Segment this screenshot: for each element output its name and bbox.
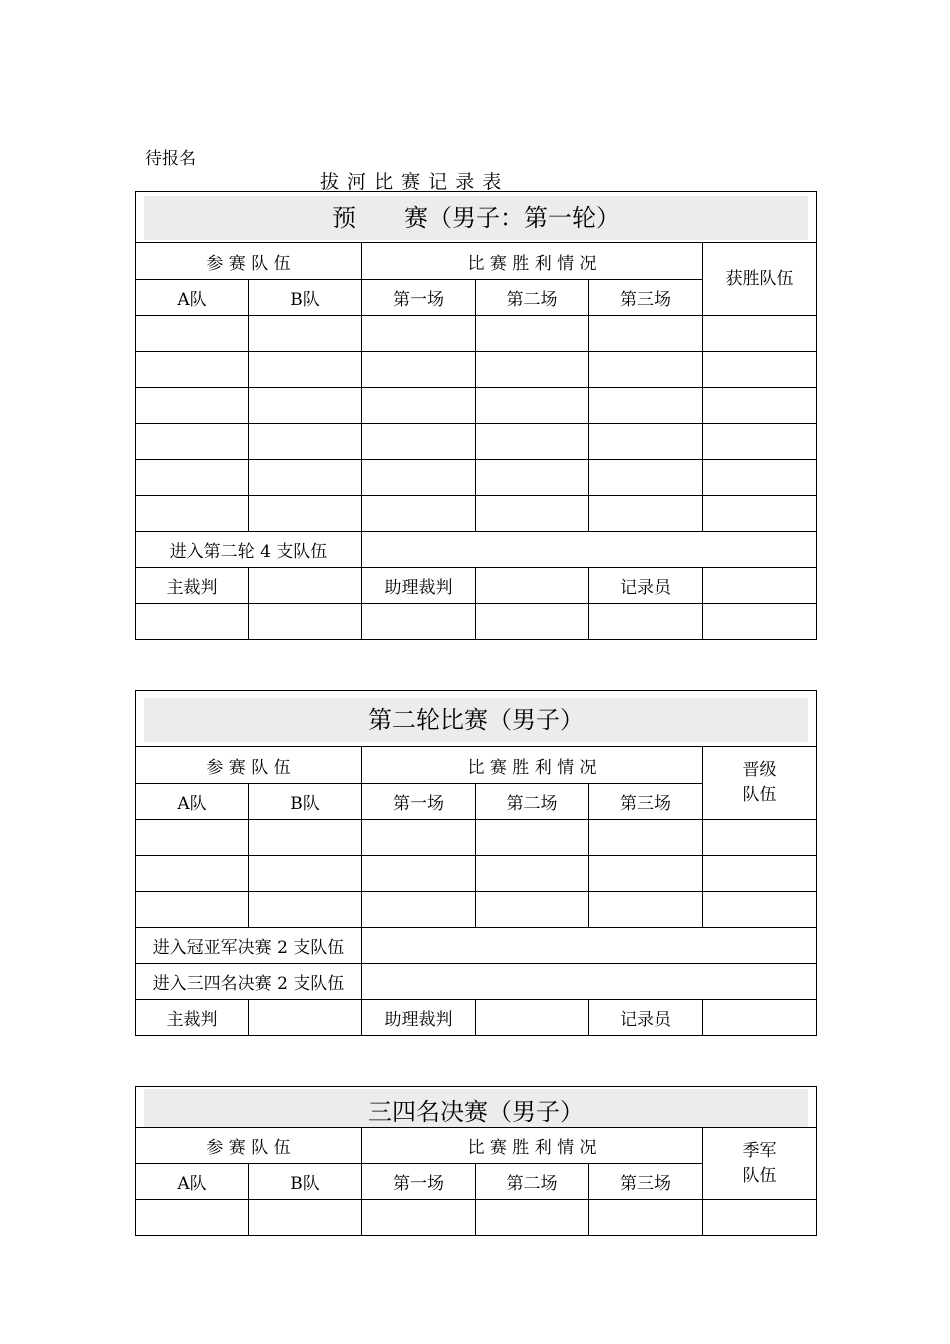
cell[interactable] [136,820,249,856]
cell[interactable] [362,460,476,496]
cell[interactable] [476,424,589,460]
table-row [136,496,817,532]
game3-header: 第三场 [589,1164,703,1200]
table-row [136,604,817,640]
cell[interactable] [476,460,589,496]
cell[interactable] [703,496,817,532]
cell[interactable] [362,496,476,532]
cell[interactable] [589,352,703,388]
team-b-header: B队 [249,280,362,316]
document-title: 拔 河 比 赛 记 录 表 [320,171,503,193]
game2-header: 第二场 [476,280,589,316]
cell[interactable] [589,496,703,532]
table-row [136,460,817,496]
cell[interactable] [249,604,362,640]
recorder-value[interactable] [703,1000,817,1036]
winner-header-line2: 队伍 [742,1165,777,1186]
cell[interactable] [362,424,476,460]
cell[interactable] [136,352,249,388]
table-row [136,352,817,388]
cell[interactable] [589,856,703,892]
cell[interactable] [476,352,589,388]
cell[interactable] [589,1200,703,1236]
cell[interactable] [362,352,476,388]
cell[interactable] [249,892,362,928]
recorder-value[interactable] [703,568,817,604]
chief-referee-value[interactable] [249,568,362,604]
final-label: 进入冠亚军决赛 2 支队伍 [136,928,362,964]
game3-header: 第三场 [589,280,703,316]
cell[interactable] [362,892,476,928]
cell[interactable] [703,604,817,640]
cell[interactable] [589,604,703,640]
winner-header-line1: 晋级 [742,760,777,780]
third-place-value[interactable] [362,964,817,1000]
table-header [136,1087,817,1128]
game2-header: 第二场 [476,784,589,820]
table-row [136,424,817,460]
cell[interactable] [362,820,476,856]
table-row [136,388,817,424]
cell[interactable] [476,496,589,532]
cell[interactable] [703,388,817,424]
cell[interactable] [703,352,817,388]
cell[interactable] [476,856,589,892]
assistant-referee-value[interactable] [476,1000,589,1036]
cell[interactable] [703,424,817,460]
table-row [136,856,817,892]
cell[interactable] [249,460,362,496]
team-a-header: A队 [136,784,249,820]
third-place-table [135,1086,817,1236]
team-b-header: B队 [249,784,362,820]
cell[interactable] [589,460,703,496]
cell[interactable] [136,856,249,892]
cell[interactable] [249,352,362,388]
table-title: 预 赛（男子：第一轮） [144,196,808,240]
cell[interactable] [589,820,703,856]
cell[interactable] [476,388,589,424]
results-group-header: 比 赛 胜 利 情 况 [362,1128,703,1164]
table-row [136,892,817,928]
chief-referee-value[interactable] [249,1000,362,1036]
assistant-referee-label: 助理裁判 [362,568,476,604]
cell[interactable] [249,496,362,532]
cell[interactable] [362,856,476,892]
cell[interactable] [362,316,476,352]
cell[interactable] [476,604,589,640]
cell[interactable] [703,892,817,928]
teams-group-header: 参 赛 队 伍 [136,1128,362,1164]
winner-header [703,747,817,820]
table-title: 三四名决赛（男子） [144,1089,808,1127]
cell[interactable] [589,892,703,928]
advance-label: 进入第二轮 4 支队伍 [136,532,362,568]
cell[interactable] [136,892,249,928]
cell[interactable] [589,424,703,460]
game3-header: 第三场 [589,784,703,820]
preliminary-table [135,191,817,640]
game1-header: 第一场 [362,1164,476,1200]
table-row [136,316,817,352]
table-row [136,1200,817,1236]
cell[interactable] [589,388,703,424]
game1-header: 第一场 [362,784,476,820]
team-a-header: A队 [136,280,249,316]
cell[interactable] [249,820,362,856]
table-header [136,192,817,243]
cell[interactable] [703,856,817,892]
cell[interactable] [362,1200,476,1236]
cell[interactable] [703,460,817,496]
game1-header: 第一场 [362,280,476,316]
cell[interactable] [476,316,589,352]
recorder-label: 记录员 [589,568,703,604]
cell[interactable] [136,388,249,424]
teams-group-header: 参 赛 队 伍 [136,747,362,784]
table-header [136,691,817,747]
assistant-referee-value[interactable] [476,568,589,604]
winner-header-line2: 队伍 [742,785,777,805]
team-a-header: A队 [136,1164,249,1200]
game2-header: 第二场 [476,1164,589,1200]
cell[interactable] [249,424,362,460]
cell[interactable] [362,388,476,424]
cell[interactable] [249,1200,362,1236]
cell[interactable] [476,820,589,856]
chief-referee-label: 主裁判 [136,568,249,604]
cell[interactable] [476,892,589,928]
winner-header [703,1128,817,1200]
results-group-header: 比 赛 胜 利 情 况 [362,243,703,280]
assistant-referee-label: 助理裁判 [362,1000,476,1036]
third-place-label: 进入三四名决赛 2 支队伍 [136,964,362,1000]
table-title: 第二轮比赛（男子） [144,698,808,742]
team-b-header: B队 [249,1164,362,1200]
teams-group-header: 参 赛 队 伍 [136,243,362,280]
cell[interactable] [703,316,817,352]
cell[interactable] [249,856,362,892]
cell[interactable] [703,1200,817,1236]
winner-header: 获胜队伍 [703,243,817,316]
cell[interactable] [703,820,817,856]
recorder-label: 记录员 [589,1000,703,1036]
table-row [136,820,817,856]
cell[interactable] [136,1200,249,1236]
cell[interactable] [249,388,362,424]
second-round-table [135,690,817,1036]
cell[interactable] [476,1200,589,1236]
advance-value[interactable] [362,532,817,568]
cell[interactable] [362,604,476,640]
cell[interactable] [589,316,703,352]
cell[interactable] [136,604,249,640]
cell[interactable] [136,496,249,532]
final-value[interactable] [362,928,817,964]
cell[interactable] [249,316,362,352]
chief-referee-label: 主裁判 [136,1000,249,1036]
cell[interactable] [136,424,249,460]
cell[interactable] [136,460,249,496]
winner-header-line1: 季军 [742,1140,777,1161]
results-group-header: 比 赛 胜 利 情 况 [362,747,703,784]
note-text: 待报名 [145,149,196,169]
cell[interactable] [136,316,249,352]
